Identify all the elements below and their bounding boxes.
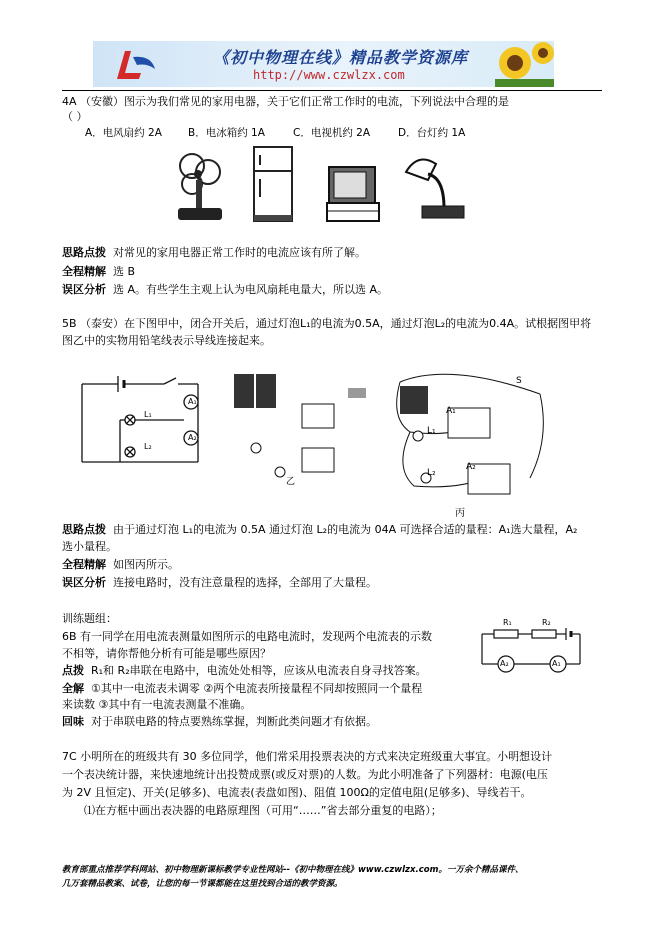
jia-a1-label: A₁ xyxy=(188,397,197,406)
q5-tips-text: 由于通过灯泡 L₁的电流为 0.5A 通过灯泡 L₂的电流为 04A 可选择合适的量程：A₁选大量程，A₂ xyxy=(113,523,578,536)
jia-l1-label: L₁ xyxy=(144,410,152,419)
wiring-diagram-bing xyxy=(390,368,550,504)
q7-line-2: 一个表决统计器，来快速地统计出投赞成票(或反对票)的人数。为此小明准备了下列器材：电源(电压 xyxy=(62,768,548,781)
q4-error-row xyxy=(62,282,602,297)
jia-l2-label: L₂ xyxy=(144,442,152,451)
jia-a2-label: A₂ xyxy=(188,433,197,442)
bing-l1-label: L₁ xyxy=(427,426,436,436)
q4-error-label: 误区分析 xyxy=(62,283,106,296)
q4-bracket: （ ） xyxy=(62,110,88,123)
q5-answer-text: 如图丙所示。 xyxy=(113,558,179,571)
footer-line-2: 几万套精品教案、试卷，让您的每一节课都能在这里找到合适的教学资源。 xyxy=(62,879,343,889)
q6-solution-label: 全解 xyxy=(62,682,84,695)
training-heading: 训练题组： xyxy=(62,612,117,625)
q6-a2-label: A₂ xyxy=(500,659,509,668)
series-circuit-diagram xyxy=(478,620,584,676)
banner-url[interactable]: http://www.czwlzx.com xyxy=(253,68,405,82)
q7-line-4: ⑴在方框中画出表决器的电路原理图（可用“……”省去部分重复的电路）； xyxy=(84,804,442,817)
q6-review-label: 回味 xyxy=(62,715,84,728)
header-banner xyxy=(93,41,554,87)
q6-review-row xyxy=(62,714,602,729)
q4-option-c: C．电视机约 2A xyxy=(293,127,371,139)
bing-l2-label: L₂ xyxy=(427,468,436,478)
q6-r1-label: R₁ xyxy=(503,618,512,627)
q7-line-1: 7C 小明所在的班级共有 30 多位同学，他们常采用投票表决的方式来决定班级重大事宜。小明想设计 xyxy=(62,750,553,763)
q6-solution-row xyxy=(62,681,472,696)
q4-answer-text: 选 B xyxy=(113,265,136,278)
refrigerator-icon xyxy=(252,145,296,225)
header-rule xyxy=(62,90,602,91)
fig-label-yi: 乙 xyxy=(286,477,296,487)
electric-fan-icon xyxy=(170,150,230,225)
component-photo-yi xyxy=(228,368,376,486)
television-icon xyxy=(325,163,385,225)
q4-error-text: 选 A。有些学生主观上认为电风扇耗电量大，所以选 A。 xyxy=(113,283,389,296)
q5-answer-label: 全程精解 xyxy=(62,558,106,571)
sunflower-icon xyxy=(495,41,554,87)
circuit-diagram-jia xyxy=(80,372,206,468)
q5-error-row xyxy=(62,575,602,590)
q6-tip-row xyxy=(62,663,472,678)
q5-stem-2: 图乙中的实物用铅笔线表示导线连接起来。 xyxy=(62,334,271,347)
q6-stem: 6B 有一同学在用电流表测量如图所示的电路电流时，发现两个电流表的示数 xyxy=(62,630,433,643)
desk-lamp-icon xyxy=(398,150,468,222)
bing-a2-label: A₂ xyxy=(466,462,476,472)
q5-tips-row xyxy=(62,522,602,537)
q4-tips-row xyxy=(62,245,602,260)
logo-icon xyxy=(111,45,161,85)
q4-stem: 4A （安徽）图示为我们常见的家用电器，关于它们正常工作时的电流，下列说法中合理的是 xyxy=(62,95,510,108)
footer-line-1: 教育部重点推荐学科网站、初中物理新课标教学专业性网站--《初中物理在线》www.czwlzx.com。一万余个精品课件、 xyxy=(62,865,524,875)
q6-solution-text-2: 来读数 ③其中有一电流表测量不准确。 xyxy=(62,698,252,711)
q6-solution-text: ①其中一电流表未调零 ②两个电流表所接量程不同却按照同一个量程 xyxy=(91,682,423,695)
q6-r2-label: R₂ xyxy=(542,618,551,627)
bing-a1-label: A₁ xyxy=(446,406,456,416)
q4-option-a: A．电风扇约 2A xyxy=(85,127,162,139)
q6-a1-label: A₁ xyxy=(552,659,561,668)
q5-error-text: 连接电路时，没有注意量程的选择，全部用了大量程。 xyxy=(113,576,377,589)
q5-answer-row xyxy=(62,557,602,572)
q6-review-text: 对于串联电路的特点要熟练掌握，判断此类问题才有依据。 xyxy=(91,715,377,728)
q4-option-b: B．电冰箱约 1A xyxy=(188,127,265,139)
q7-line-3: 为 2V 且恒定)、开关(足够多)、电流表(表盘如图)、阻值 100Ω的定值电阻(足够多)、导线若干。 xyxy=(62,786,532,799)
q4-answer-row xyxy=(62,264,602,279)
bing-s-label: S xyxy=(516,376,522,386)
q4-answer-label: 全程精解 xyxy=(62,265,106,278)
q4-tips-text: 对常见的家用电器正常工作时的电流应该有所了解。 xyxy=(113,246,366,259)
q5-tips-text-2: 选小量程。 xyxy=(62,540,117,553)
q6-tip-label: 点拨 xyxy=(62,664,84,677)
q6-tip-text: R₁和 R₂串联在电路中，电流处处相等，应该从电流表自身寻找答案。 xyxy=(91,664,427,677)
q5-stem: 5B （泰安）在下图甲中，闭合开关后，通过灯泡L₁的电流为0.5A，通过灯泡L₂的电流为0.4A。试根据图甲将 xyxy=(62,317,592,330)
q5-tips-label: 思路点拨 xyxy=(62,523,106,536)
banner-title: 《初中物理在线》精品教学资源库 xyxy=(213,48,469,67)
q4-option-d: D．台灯约 1A xyxy=(398,127,466,139)
q6-stem-2: 不相等，请你帮他分析有可能是哪些原因？ xyxy=(62,647,271,660)
q4-tips-label: 思路点拨 xyxy=(62,246,106,259)
fig-label-bing: 丙 xyxy=(455,508,465,519)
q5-error-label: 误区分析 xyxy=(62,576,106,589)
